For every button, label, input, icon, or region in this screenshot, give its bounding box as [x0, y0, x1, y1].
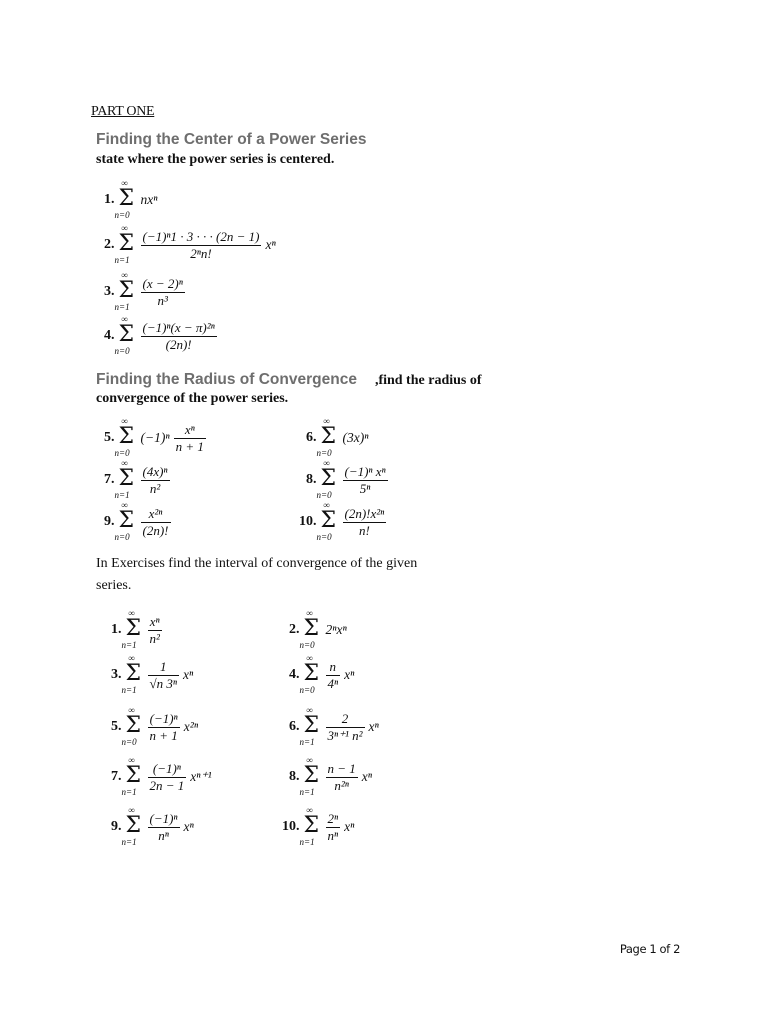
part-heading: PART ONE	[91, 104, 155, 119]
exercise-item	[289, 707, 379, 747]
exercise-item	[104, 418, 206, 458]
section-title-center: Finding the Center of a Power Series	[96, 131, 367, 148]
summation-symbol: ∞ Σ n=0	[114, 178, 135, 220]
summation-symbol: ∞ Σ n=1	[121, 805, 142, 847]
exercise-number: 4.	[289, 667, 300, 682]
section-instruction-radius-line2: convergence of the power series.	[96, 391, 289, 406]
term-factor: xⁿ	[265, 237, 276, 252]
section-instruction-interval-line2: series.	[96, 578, 132, 593]
fraction: $\frac{\text{(−1)ⁿ(x − π)²ⁿ}}{(2n)!}$	[142, 319, 215, 352]
fraction: $\frac{n}{\text{4ⁿ}}$	[327, 658, 339, 691]
section-instruction-radius: ,find the radius of	[374, 373, 482, 388]
term-factor: xⁿ	[344, 819, 355, 834]
term-factor: xⁿ	[183, 819, 194, 834]
exercise-item	[289, 757, 372, 797]
page-number: Page 1 of 2	[619, 942, 680, 956]
summation-symbol: ∞ Σ n=1	[299, 755, 320, 797]
exercise-item	[104, 316, 217, 356]
fraction: $\frac{2}{\text{3ⁿ⁺¹ n²}}$	[327, 710, 363, 743]
section-instruction-center: state where the power series is centered.	[96, 152, 335, 167]
exercise-item	[282, 807, 354, 847]
exercise-item	[111, 757, 212, 797]
term-factor: xⁿ	[361, 769, 373, 784]
exercise-item	[104, 460, 170, 500]
term-factor: xⁿ	[368, 719, 379, 734]
exercise-item	[104, 272, 185, 312]
summation-symbol: ∞ Σ n=0	[114, 416, 135, 458]
exercise-item	[111, 707, 198, 747]
fraction: $\frac{\text{(−1)ⁿ}}{2n - 1}$	[149, 760, 185, 793]
summation-symbol: ∞ Σ n=1	[121, 608, 142, 650]
exercise-item	[111, 807, 194, 847]
exercise-item	[104, 225, 276, 265]
term-expression: (3x)ⁿ	[342, 430, 369, 445]
exercise-number: 1.	[104, 192, 115, 207]
fraction: $\frac{1}{\text{√n 3ⁿ}}$	[149, 658, 177, 691]
exercise-item	[104, 180, 158, 220]
exercise-number: 2.	[104, 237, 115, 252]
summation-symbol: ∞ Σ n=0	[114, 314, 135, 356]
exercise-number: 10.	[282, 819, 300, 834]
summation-symbol: ∞ Σ n=1	[114, 223, 135, 265]
fraction: $\frac{\text{(−1)ⁿ xⁿ}}{\text{5ⁿ}}$	[344, 463, 386, 496]
exercise-item	[306, 418, 369, 458]
summation-symbol: ∞ Σ n=1	[299, 705, 320, 747]
section-title-radius: Finding the Radius of Convergence	[96, 371, 357, 388]
exercise-number: 6.	[289, 719, 300, 734]
term-sign: (−1)ⁿ	[140, 430, 170, 445]
exercise-item	[111, 610, 162, 650]
summation-symbol: ∞ Σ n=0	[114, 500, 135, 542]
summation-symbol: ∞ Σ n=1	[299, 805, 320, 847]
exercise-number: 5.	[104, 430, 115, 445]
fraction: $\frac{\text{(2n)!x²ⁿ}}{n!}$	[344, 505, 385, 538]
exercise-number: 3.	[104, 284, 115, 299]
term-factor: xⁿ⁺¹	[190, 769, 212, 784]
exercise-number: 1.	[111, 622, 122, 637]
exercise-number: 8.	[306, 472, 317, 487]
fraction: $\frac{\text{(−1)ⁿ}}{\text{nⁿ}}$	[149, 810, 178, 843]
summation-symbol: ∞ Σ n=0	[316, 458, 337, 500]
summation-symbol: ∞ Σ n=0	[299, 608, 320, 650]
summation-symbol: ∞ Σ n=0	[316, 416, 337, 458]
summation-symbol: ∞ Σ n=1	[114, 270, 135, 312]
exercise-item	[306, 460, 388, 500]
term-factor: xⁿ	[344, 667, 355, 682]
exercise-number: 8.	[289, 769, 300, 784]
section-header-radius	[96, 371, 482, 389]
fraction: $\frac{\text{xⁿ}}{\text{n²}}$	[149, 613, 160, 646]
summation-symbol: ∞ Σ n=1	[121, 755, 142, 797]
exercise-number: 3.	[111, 667, 122, 682]
exercise-number: 10.	[299, 514, 317, 529]
term-expression: nxⁿ	[140, 192, 158, 207]
exercise-item	[104, 502, 171, 542]
exercise-item	[299, 502, 386, 542]
exercise-number: 9.	[104, 514, 115, 529]
fraction: $\frac{\text{xⁿ}}{n + 1}$	[175, 421, 204, 454]
exercise-item	[111, 655, 193, 695]
term-factor: x²ⁿ	[183, 719, 199, 734]
fraction: $\frac{\text{(x − 2)ⁿ}}{\text{n³}}$	[142, 275, 183, 308]
exercise-number: 7.	[111, 769, 122, 784]
summation-symbol: ∞ Σ n=0	[299, 653, 320, 695]
fraction: $\frac{\text{(−1)ⁿ}}{n + 1}$	[149, 710, 178, 743]
summation-symbol: ∞ Σ n=1	[121, 653, 142, 695]
exercise-item	[289, 610, 347, 650]
exercise-number: 2.	[289, 622, 300, 637]
fraction: $\frac{\text{(−1)ⁿ1 · 3 · · · (2n − 1)}}{\text{2ⁿn!}}$	[142, 228, 260, 261]
exercise-number: 4.	[104, 328, 115, 343]
fraction: $\frac{n - 1}{\text{n²ⁿ}}$	[327, 760, 356, 793]
summation-symbol: ∞ Σ n=0	[121, 705, 142, 747]
fraction: $\frac{\text{(4x)ⁿ}}{\text{n²}}$	[142, 463, 168, 496]
summation-symbol: ∞ Σ n=1	[114, 458, 135, 500]
term-expression: 2ⁿxⁿ	[325, 622, 347, 637]
term-factor: xⁿ	[182, 667, 194, 682]
exercise-number: 7.	[104, 472, 115, 487]
exercise-number: 5.	[111, 719, 122, 734]
fraction: $\frac{\text{2ⁿ}}{\text{nⁿ}}$	[327, 810, 339, 843]
exercise-number: 9.	[111, 819, 122, 834]
section-instruction-interval: In Exercises find the interval of convergence of the given	[96, 556, 418, 571]
exercise-number: 6.	[306, 430, 317, 445]
exercise-item	[289, 655, 354, 695]
fraction: $\frac{\text{x²ⁿ}}{(2n)!}$	[142, 505, 169, 538]
summation-symbol: ∞ Σ n=0	[316, 500, 337, 542]
